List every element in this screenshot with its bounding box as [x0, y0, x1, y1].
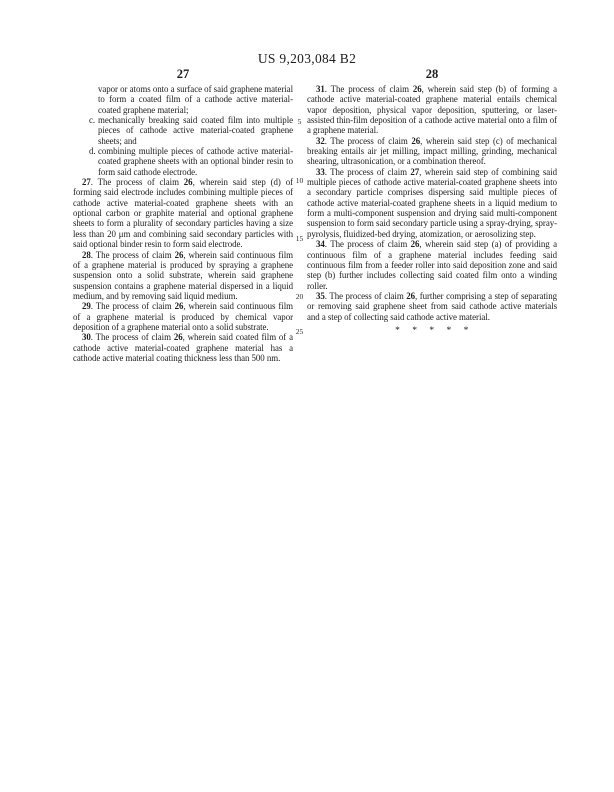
- patent-number-header: US 9,203,084 B2: [257, 51, 357, 66]
- claim-text-segment: , wherein said step (c) of mechanical breaking entails air jet milling, impact milling, grinding, mechanical shearing, ultrasonication, or a combination thereof.: [307, 135, 557, 167]
- claims-column-left: [73, 84, 293, 363]
- claim-number-bold: 26: [406, 290, 416, 301]
- line-number-25: 25: [295, 327, 304, 336]
- claim-number-bold: 26: [174, 249, 184, 260]
- claim-number-bold: 29: [82, 301, 91, 312]
- claim-33-paragraph: [307, 167, 557, 239]
- claim-number-bold: 31: [316, 84, 325, 94]
- claim-27-paragraph: [73, 177, 293, 249]
- list-item-marker: c.: [89, 115, 96, 126]
- claim-number-bold: 27: [410, 166, 420, 177]
- claim-number-bold: 26: [183, 177, 193, 188]
- claim-text-segment: , wherein said continuous film of a graphene material is produced by spraying a graphene suspension onto a solid substrate, wherein said graphene suspension contains a graphene material dispersed in a liquid medium, and by removing said liquid medium.: [73, 249, 293, 301]
- claim-26-item-b-continuation: vapor or atoms onto a surface of said graphene material to form a coated film of a cathode active material-coated graphene material;: [98, 84, 293, 115]
- claims-end-asterisks: * * * * *: [395, 325, 469, 336]
- claim-34-paragraph: [307, 239, 557, 291]
- claim-number-bold: 30: [82, 332, 91, 343]
- line-number-5: 5: [297, 117, 302, 126]
- claim-text-segment: . The process of claim: [90, 332, 174, 343]
- claim-text-segment: , wherein said continuous film of a graphene material is produced by chemical vapor deposition of a graphene material onto a solid substrate.: [73, 301, 293, 332]
- claim-number-bold: 26: [410, 239, 420, 250]
- claim-text-segment: , wherein said step of combining said multiple pieces of cathode active material-coated graphene sheets into a secondary particle comprises dispersing said multiple pieces of cathode active material-coated graphene sheets in a liquid medium to form a multi-component suspension and drying said multi-component suspension to form said secondary particle using a spray-drying, spray-pyrolysis, fluidized-bed drying, atomization, or aerosolizing step.: [307, 166, 557, 239]
- claim-35-paragraph: [307, 291, 557, 322]
- claim-text-segment: . The process of claim: [90, 249, 175, 260]
- claim-text-segment: . The process of claim: [324, 135, 412, 146]
- claim-number-bold: 32: [316, 135, 325, 146]
- claim-text-segment: . The process of claim: [324, 239, 411, 250]
- claim-28-paragraph: [73, 250, 293, 302]
- claim-number-bold: 33: [316, 166, 325, 177]
- claim-text-segment: , wherein said step (b) of forming a cathode active material-coated graphene material entails chemical vapor deposition, physical vapor deposition, sputtering, or laser-assisted thin-film deposition of a cathode active material onto a film of a graphene material.: [307, 84, 557, 136]
- line-number-15: 15: [295, 234, 304, 243]
- claim-text-segment: , wherein said step (d) of forming said electrode includes combining multiple pieces of cathode active material-coated graphene sheets with an optional carbon or graphite material and optional graphene sheets to form a plurality of secondary particles having a size less than 20 μm and combining said secondary particles with said optional binder resin to form said electrode.: [73, 177, 293, 250]
- claim-text-segment: . The process of claim: [324, 290, 407, 301]
- claim-number-bold: 34: [316, 239, 325, 250]
- line-number-10: 10: [295, 176, 304, 185]
- claim-text-segment: . The process of claim: [90, 177, 184, 188]
- right-column-number: 28: [425, 67, 439, 81]
- claim-text-segment: . The process of claim: [324, 166, 411, 177]
- claim-text-segment: . The process of claim: [90, 301, 175, 312]
- line-number-20: 20: [295, 292, 304, 301]
- claim-number-bold: 28: [82, 249, 91, 260]
- claim-29-paragraph: [73, 301, 293, 332]
- claim-text-segment: , wherein said coated film of a cathode active material-coated graphene material has a cathode active material coating thickness less than 500 nm.: [73, 332, 293, 363]
- claim-26-item-d: d. combining multiple pieces of cathode active material-coated graphene sheets with an optional binder resin to form said cathode electrode.: [89, 146, 293, 177]
- claim-26-item-c: c. mechanically breaking said coated film into multiple pieces of cathode active material-coated graphene sheets; and: [89, 115, 293, 146]
- claim-31-paragraph: [307, 84, 557, 136]
- left-column-number: 27: [176, 67, 190, 81]
- claim-30-paragraph: [73, 332, 293, 363]
- claim-number-bold: 26: [412, 84, 422, 94]
- claim-number-bold: 26: [174, 301, 184, 312]
- claim-text-segment: . The process of claim: [324, 84, 413, 94]
- claim-number-bold: 26: [173, 332, 183, 343]
- claim-text-segment: , further comprising a step of separating or removing said graphene sheet from said cathode active materials and a step of collecting said cathode active material.: [307, 290, 557, 322]
- claim-number-bold: 35: [316, 290, 325, 301]
- claims-column-right: [307, 84, 557, 336]
- list-item-marker: d.: [89, 146, 96, 157]
- line-number-gutter: [292, 0, 307, 792]
- claim-text-segment: , wherein said step (a) of providing a continuous film of a graphene material includes feeding said continuous film from a feeder roller into said deposition zone and said step (b) further includes collecting said coated film onto a winding roller.: [307, 239, 557, 291]
- claim-32-paragraph: [307, 136, 557, 167]
- claim-number-bold: 27: [82, 177, 91, 188]
- claim-number-bold: 26: [411, 135, 421, 146]
